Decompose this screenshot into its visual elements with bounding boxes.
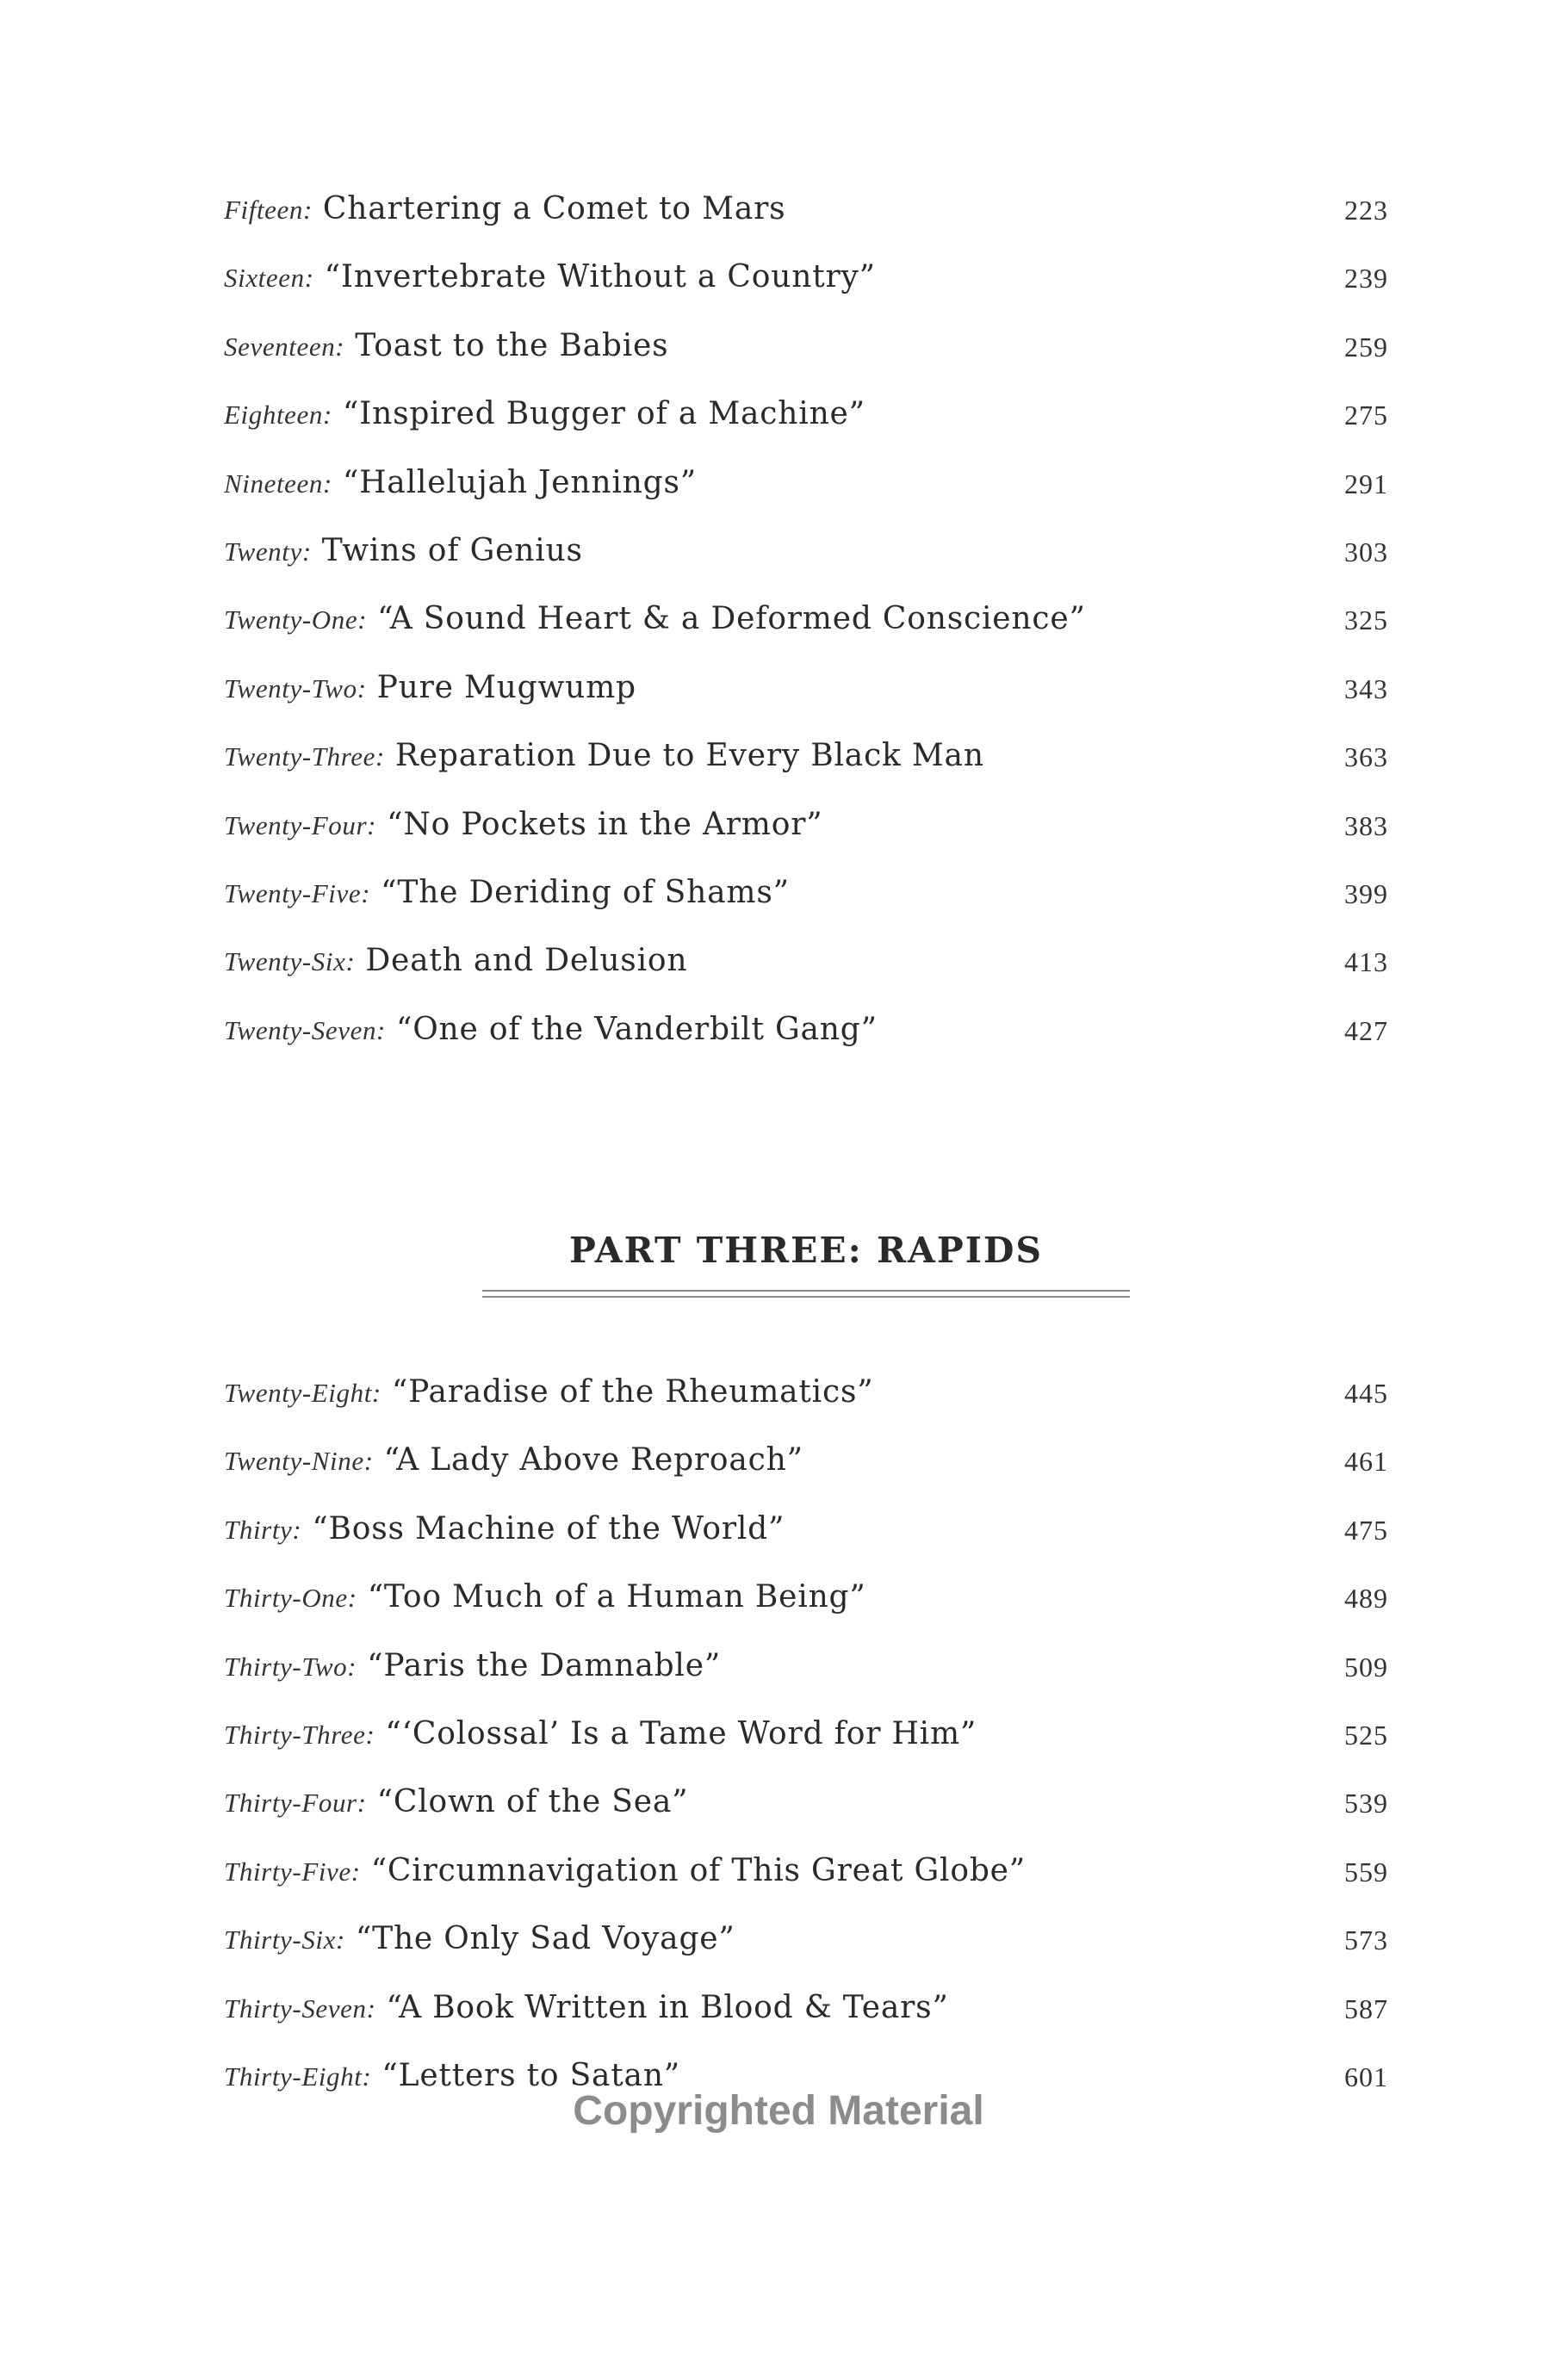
page-number: 573 — [1344, 1924, 1388, 1956]
chapter-title: “Hallelujah Jennings” — [342, 464, 697, 500]
chapter-number: Twenty-Five: — [224, 877, 371, 908]
copyright-watermark: Copyrighted Material — [573, 2088, 984, 2134]
toc-entry[interactable] — [224, 807, 1388, 875]
page-number: 399 — [1344, 877, 1388, 909]
toc-entry[interactable] — [224, 1648, 1388, 1716]
chapter-title: Death and Delusion — [365, 943, 688, 979]
toc-entry[interactable] — [224, 670, 1388, 738]
toc-entry[interactable] — [224, 738, 1388, 806]
page-number: 383 — [1344, 809, 1388, 841]
toc-entry[interactable] — [224, 328, 1388, 396]
page-number: 525 — [1344, 1719, 1388, 1751]
page-number: 445 — [1344, 1378, 1388, 1409]
chapter-number: Twenty-Eight: — [224, 1378, 381, 1408]
page-number: 587 — [1344, 1993, 1388, 2024]
toc-entry[interactable] — [224, 533, 1388, 601]
chapter-title: “Clown of the Sea” — [376, 1784, 689, 1820]
chapter-title: “Circumnavigation of This Great Globe” — [370, 1852, 1026, 1888]
toc-entry[interactable] — [224, 1374, 1388, 1442]
chapter-number: Thirty-Six: — [224, 1924, 345, 1955]
chapter-title: Toast to the Babies — [355, 327, 669, 363]
chapter-number: Twenty-Six: — [224, 946, 356, 977]
page-number: 275 — [1344, 400, 1388, 431]
page-number: 509 — [1344, 1651, 1388, 1683]
page-number: 427 — [1344, 1014, 1388, 1046]
toc-entry[interactable] — [224, 943, 1388, 1011]
page-number: 223 — [1344, 195, 1388, 226]
chapter-title: “A Lady Above Reproach” — [383, 1442, 803, 1478]
page-number: 489 — [1344, 1583, 1388, 1615]
part-heading — [482, 1230, 1130, 1298]
page-number: 539 — [1344, 1788, 1388, 1819]
page-number: 601 — [1344, 2061, 1388, 2092]
double-rule-divider — [482, 1290, 1130, 1298]
chapter-number: Thirty-Eight: — [224, 2061, 372, 2092]
toc-list-part-three — [224, 1374, 1388, 2126]
page-number: 303 — [1344, 536, 1388, 567]
page-number: 461 — [1344, 1446, 1388, 1478]
chapter-title: “Paris the Damnable” — [367, 1647, 722, 1683]
chapter-number: Thirty-Two: — [224, 1651, 357, 1682]
page-number: 325 — [1344, 604, 1388, 636]
chapter-number: Twenty-Nine: — [224, 1446, 374, 1477]
chapter-title: Reparation Due to Every Black Man — [394, 738, 984, 774]
chapter-number: Twenty-Seven: — [224, 1014, 386, 1045]
chapter-title: “Boss Machine of the World” — [312, 1510, 785, 1546]
chapter-title: “Too Much of a Human Being” — [367, 1579, 866, 1615]
toc-entry[interactable] — [224, 259, 1388, 327]
chapter-number: Eighteen: — [224, 400, 332, 431]
page-number: 291 — [1344, 468, 1388, 499]
chapter-title: Pure Mugwump — [376, 669, 636, 705]
toc-entry[interactable] — [224, 1511, 1388, 1579]
chapter-title: “Invertebrate Without a Country” — [324, 259, 876, 295]
chapter-number: Twenty: — [224, 536, 312, 567]
toc-entry[interactable] — [224, 875, 1388, 943]
chapter-title: “A Book Written in Blood & Tears” — [386, 1989, 949, 2025]
chapter-title: “Paradise of the Rheumatics” — [391, 1374, 874, 1410]
chapter-number: Twenty-One: — [224, 604, 368, 635]
page-number: 559 — [1344, 1856, 1388, 1887]
toc-entry[interactable] — [224, 1012, 1388, 1080]
chapter-number: Twenty-Three: — [224, 741, 385, 772]
toc-entry[interactable] — [224, 601, 1388, 669]
toc-entry[interactable] — [224, 1921, 1388, 1989]
chapter-number: Thirty-Five: — [224, 1856, 361, 1887]
chapter-number: Thirty-One: — [224, 1583, 357, 1614]
toc-entry[interactable] — [224, 1990, 1388, 2058]
chapter-title: “A Sound Heart & a Deformed Conscience” — [377, 601, 1086, 637]
chapter-number: Thirty-Four: — [224, 1788, 367, 1819]
chapter-title: “‘Colossal’ Is a Tame Word for Him” — [385, 1715, 977, 1751]
chapter-number: Sixteen: — [224, 263, 314, 294]
chapter-number: Thirty: — [224, 1514, 302, 1545]
page-number: 259 — [1344, 331, 1388, 363]
chapter-title: “Letters to Satan” — [381, 2057, 681, 2093]
toc-entry[interactable] — [224, 465, 1388, 533]
toc-entry[interactable] — [224, 1442, 1388, 1510]
chapter-number: Twenty-Four: — [224, 809, 377, 840]
toc-entry[interactable] — [224, 1784, 1388, 1852]
page-number: 343 — [1344, 672, 1388, 704]
toc-list-part-two-continued — [224, 191, 1388, 1080]
toc-entry[interactable] — [224, 1853, 1388, 1921]
toc-entry[interactable] — [224, 396, 1388, 464]
chapter-title: “The Only Sad Voyage” — [355, 1921, 735, 1957]
chapter-number: Thirty-Seven: — [224, 1993, 376, 2024]
chapter-title: Twins of Genius — [321, 532, 583, 568]
page-number: 413 — [1344, 946, 1388, 978]
chapter-number: Nineteen: — [224, 468, 332, 499]
toc-entry[interactable] — [224, 1579, 1388, 1647]
chapter-number: Twenty-Two: — [224, 672, 367, 703]
chapter-title: “No Pockets in the Armor” — [387, 806, 823, 842]
chapter-title: “Inspired Bugger of a Machine” — [342, 396, 865, 432]
chapter-number: Fifteen: — [224, 195, 313, 225]
page-number: 475 — [1344, 1514, 1388, 1546]
chapter-title: “The Deriding of Shams” — [381, 874, 790, 910]
toc-entry[interactable] — [224, 1716, 1388, 1784]
chapter-number: Thirty-Three: — [224, 1719, 375, 1750]
page-number: 363 — [1344, 741, 1388, 773]
chapter-title: Chartering a Comet to Mars — [322, 191, 786, 226]
part-title: PART THREE: RAPIDS — [568, 1230, 1044, 1271]
toc-entry[interactable] — [224, 191, 1388, 259]
page-number: 239 — [1344, 263, 1388, 294]
chapter-title: “One of the Vanderbilt Gang” — [395, 1011, 878, 1047]
chapter-number: Seventeen: — [224, 331, 345, 362]
